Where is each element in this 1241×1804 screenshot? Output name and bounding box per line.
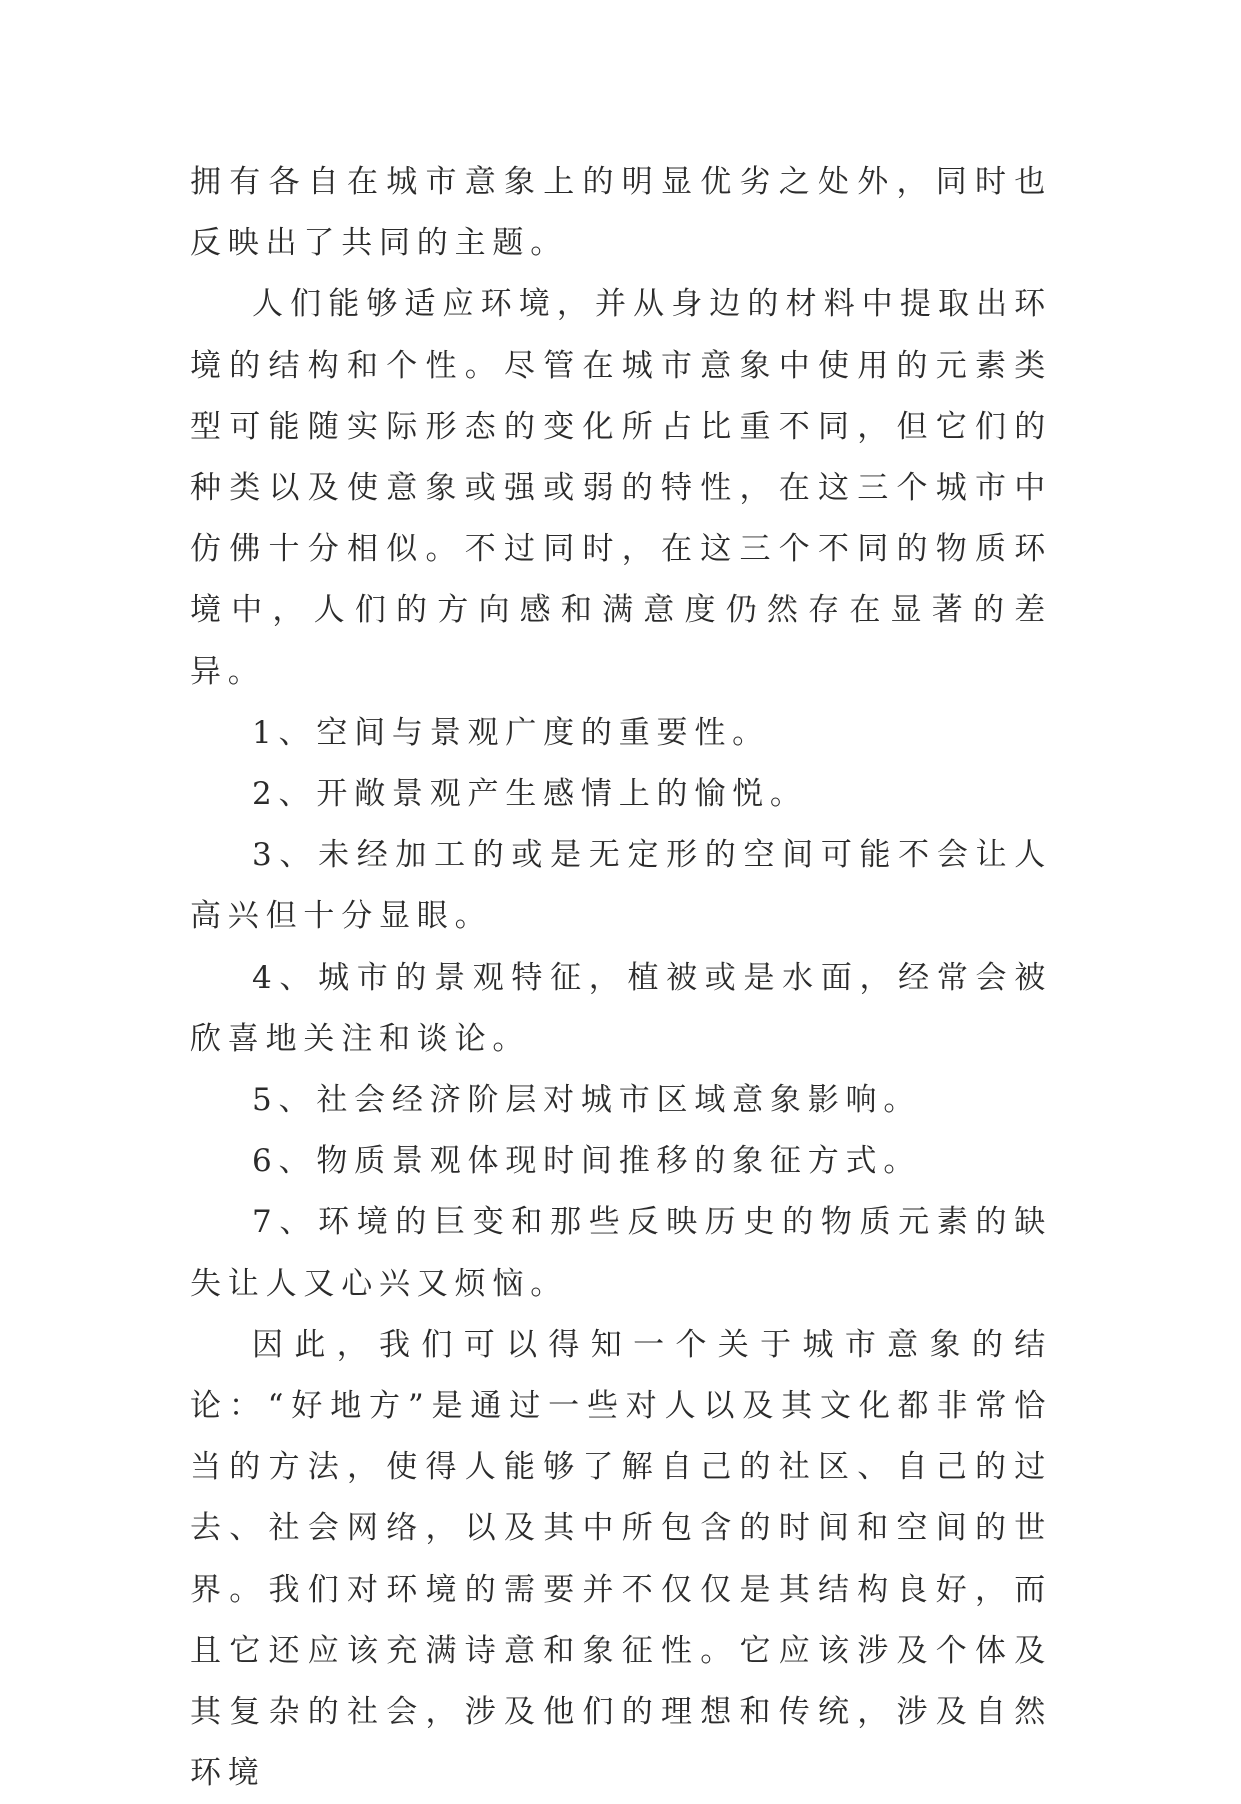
body-text (190, 152, 1052, 1804)
list-item-5: 5、社会经济阶层对城市区域意象影响。 (252, 1082, 922, 1119)
paragraph-environment-adaptation: 人们能够适应环境，并从身边的材料中提取出环境的结构和个性。尽管在城市意象中使用的元素类型可能随实际形态的变化所占比重不同，但它们的种类以及使意象或强或弱的特性，在这三个城市中仿佛十分相似。不过同时，在这三个不同的物质环境中，人们的方向感和满意度仍然存在显著的差异。 (190, 286, 1052, 690)
list-item-7: 7、环境的巨变和那些反映历史的物质元素的缺失让人又心兴又烦恼。 (190, 1204, 1052, 1302)
list-item-1: 1、空间与景观广度的重要性。 (252, 714, 770, 751)
paragraph-conclusion: 因此，我们可以得知一个关于城市意象的结论：“好地方”是通过一些对人以及其文化都非常恰当的方法，使得人能够了解自己的社区、自己的过去、社会网络，以及其中所包含的时间和空间的世界。我们对环境的需要并不仅仅是其结构良好，而且它还应该充满诗意和象征性。它应该涉及个体及其复杂的社会，涉及他们的理想和传统，涉及自然环境 (190, 1326, 1053, 1792)
paragraph-continuation: 拥有各自在城市意象上的明显优劣之处外，同时也反映出了共同的主题。 (190, 164, 1052, 262)
list-item-2: 2、开敞景观产生感情上的愉悦。 (252, 776, 808, 813)
list-item-6: 6、物质景观体现时间推移的象征方式。 (252, 1143, 922, 1180)
list-item-4: 4、城市的景观特征，植被或是水面，经常会被欣喜地关注和谈论。 (190, 959, 1052, 1057)
list-item-3: 3、未经加工的或是无定形的空间可能不会让人高兴但十分显眼。 (190, 837, 1052, 935)
